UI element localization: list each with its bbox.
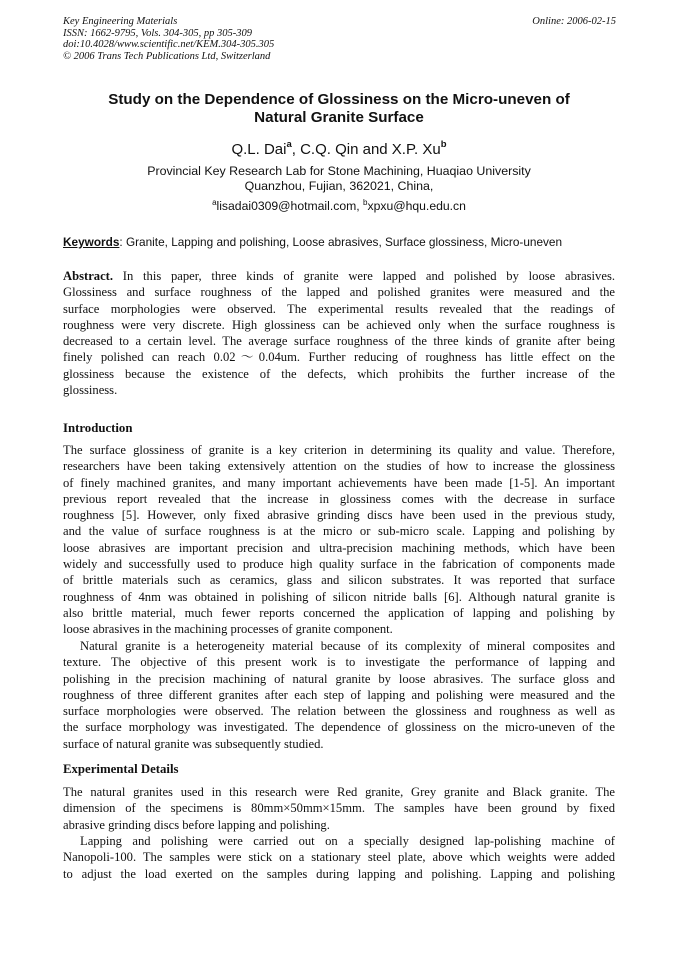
text-line: surface morphologies were observed. The relation between the glossiness and roughness as well as [63, 704, 615, 719]
affiliation-marker: a [286, 139, 292, 150]
text-line: dimension of the specimens is 80mm×50mm×15mm. The samples have been ground by fixed [63, 801, 615, 816]
text-line: surface of natural granite was subsequently studied. [63, 736, 324, 751]
affiliation [63, 164, 615, 194]
keywords-text: Granite, Lapping and polishing, Loose abrasives, Surface glossiness, Micro-uneven [122, 235, 563, 249]
experimental-paragraph-2 [63, 833, 615, 882]
keywords-line [63, 235, 623, 250]
doi-line: doi:10.4028/www.scientific.net/KEM.304-305.305 [63, 39, 275, 50]
text-line: texture. The objective of this present work is to investigate the performance of lapping and [63, 655, 615, 670]
email-marker: b [363, 198, 368, 207]
affiliation-line: Provincial Key Research Lab for Stone Machining, Huaqiao University [147, 164, 531, 178]
affiliation-marker: b [440, 139, 447, 150]
abstract [63, 268, 615, 398]
keywords-label: Keywords [63, 235, 120, 249]
text-line: polishing in the precision machining of natural granite by loose abrasives. The surface gloss and [63, 671, 615, 686]
text-line: glossiness. [63, 383, 118, 398]
email-link[interactable]: lisadai0309@hotmail.com, [216, 199, 364, 213]
title-line: Natural Granite Surface [254, 109, 424, 126]
author-emails [63, 199, 615, 214]
text-line: glossiness because the existence of the defects, which prohibits the further increase of the [63, 366, 615, 381]
journal-name: Key Engineering Materials [63, 16, 178, 27]
introduction-paragraph-1 [63, 442, 615, 638]
online-date: Online: 2006-02-15 [532, 16, 616, 27]
text-line: roughness were very discrete. High glossiness can be achieved only when the surface roughness is [63, 317, 615, 332]
author-name: Q.L. Dai [231, 141, 287, 158]
text-line: decreased to a certain level. The average surface roughness of the three kinds of granite after being [63, 334, 615, 349]
text-line: surface morphologies were observed. The experimental results revealed that the readings of [63, 301, 615, 316]
text-line: loose abrasives in the machining processes of granite component. [63, 622, 393, 637]
keywords-colon: : [119, 235, 123, 249]
text-line: the surface morphology was investigated. The dependence of glossiness on the micro-uneven of the [63, 720, 615, 735]
text-line: of brittle materials such as ceramics, glass and silicon substrates. It was reported that surface [63, 573, 615, 588]
email-link[interactable]: xpxu@hqu.edu.cn [367, 199, 466, 213]
title-line: Study on the Dependence of Glossiness on the Micro-uneven of [108, 91, 570, 108]
paper-title [63, 91, 615, 127]
text-line: previous report revealed that the increase in glossiness comes with the decrease in surface [63, 491, 615, 506]
text-line: roughness of three different granites after each step of lapping and polishing were measured and the [63, 687, 615, 702]
author-list [63, 140, 615, 160]
email-marker: a [212, 198, 217, 207]
text-line: Abstract. In this paper, three kinds of granite were lapped and polished by loose abrasives. [63, 269, 615, 283]
text-line: and the value of surface roughness is at the micro or sub-micro scale. Lapping and polishing by [63, 524, 615, 539]
experimental-paragraph-1 [63, 784, 615, 833]
text-line: Glossiness and surface roughness of the lapped and polished granites were measured and the [63, 285, 615, 300]
text-line: of finely machined granites, and many important achievements have been made [1-5]. An important [63, 475, 615, 490]
text-line: roughness [5]. However, only fixed abrasive grinding discs have been used in the previous study, [63, 508, 615, 523]
text-line: widely and successfully used to produce high quality surface in the fabrication of components made [63, 557, 615, 572]
text-line: researchers have been taking extensively attention on the studies of how to increase the glossiness [63, 459, 615, 474]
introduction-paragraph-2 [63, 638, 615, 752]
author-names: , C.Q. Qin and X.P. Xu [291, 141, 441, 158]
text-line: The natural granites used in this research were Red granite, Grey granite and Black granite. The [63, 785, 615, 799]
text-line: Lapping and polishing were carried out on a specially designed lap-polishing machine of [80, 834, 615, 848]
text-line: Natural granite is a heterogeneity material because of its complexity of mineral composites and [80, 639, 615, 653]
text-line: The surface glossiness of granite is a key criterion in determining its quality and value. Therefore, [63, 443, 615, 457]
section-heading-experimental: Experimental Details [63, 762, 179, 776]
text-line: loose abrasives are important precision and ultra-precision machining methods, which have been [63, 540, 615, 555]
copyright-line: © 2006 Trans Tech Publications Ltd, Switzerland [63, 50, 271, 62]
text-line: to adjust the load exerted on the samples during lapping and polishing. Lapping and polishing [63, 866, 615, 881]
journal-header [63, 16, 274, 62]
issn-line: ISSN: 1662-9795, Vols. 304-305, pp 305-309 [63, 27, 252, 39]
affiliation-line: Quanzhou, Fujian, 362021, China, [244, 179, 434, 193]
text-line: finely polished can reach 0.02～0.04um. Further reducing of roughness has little effect on the [63, 350, 615, 365]
abstract-label: Abstract. [63, 269, 114, 283]
text-line: roughness of 4nm was obtained in polishing of silicon nitride balls [6]. Although natural granite is [63, 589, 615, 604]
section-heading-introduction: Introduction [63, 421, 133, 435]
text-line: Nanopoli-100. The samples were stick on a stationary steel plate, above which weights were added [63, 850, 615, 865]
text-line: abrasive grinding discs before lapping and polishing. [63, 817, 330, 832]
text-line: also brittle material, much fewer reports concerned the application of lapping and polishing by [63, 605, 615, 620]
